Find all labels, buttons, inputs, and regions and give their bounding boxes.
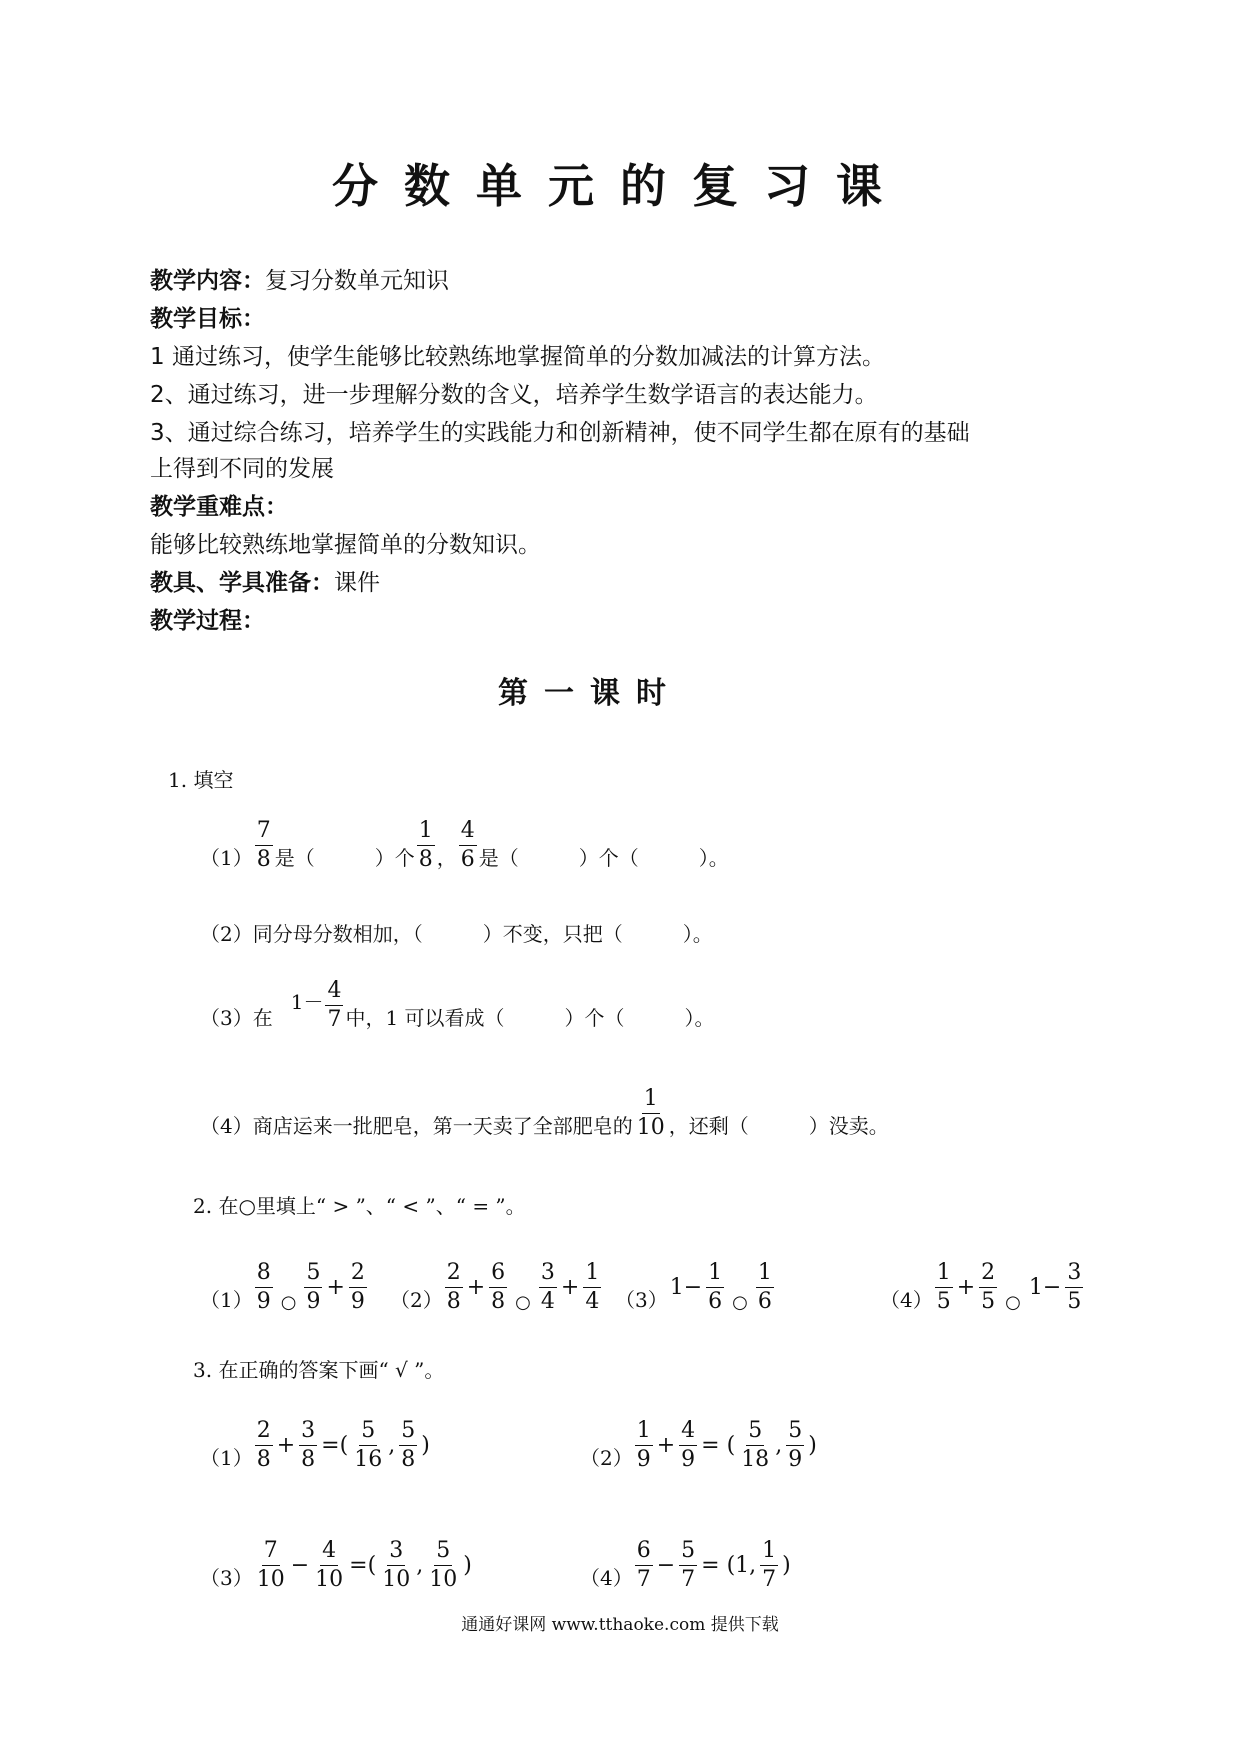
goal-2: 2、通过练习，进一步理解分数的含义，培养学生数学语言的表达能力。 <box>150 382 878 408</box>
operator: + <box>276 1433 296 1458</box>
item-number: （1） <box>200 1446 253 1470</box>
fraction: $\frac{4}{6}$ <box>460 818 475 872</box>
fraction: $\frac{1}{9}$ <box>636 1418 651 1472</box>
fill-q2: （2）同分母分数相加，（ ）不变，只把（ ）。 <box>200 922 713 946</box>
fraction: $\frac{5}{9}$ <box>306 1260 321 1314</box>
teaching-goals-label: 教学目标： <box>150 306 265 332</box>
fraction: $\frac{4}{9}$ <box>681 1418 696 1472</box>
fraction: $\frac{1}{4}$ <box>585 1260 600 1314</box>
fraction: $\frac{3}{4}$ <box>540 1260 555 1314</box>
fraction: $\frac{1}{5}$ <box>936 1260 951 1314</box>
fraction: $\frac{2}{8}$ <box>256 1418 271 1472</box>
answer-circle[interactable]: ○ <box>515 1292 531 1313</box>
item-number: （2） <box>390 1288 443 1312</box>
fill-q1: （1） $\frac{7}{8}$ 是（ ）个 $\frac{1}{8}$ ， $\frac{4}{6}$ 是（ ）个（ ）。 <box>200 818 729 872</box>
fraction: $\frac{2}{8}$ <box>446 1260 461 1314</box>
item-number: （4） <box>880 1288 933 1312</box>
operator: + <box>466 1275 486 1300</box>
fraction: $\frac{4}{7}$ <box>327 978 342 1032</box>
comparison-item <box>390 1262 603 1313</box>
fraction: $\frac{5}{10}$ <box>429 1538 458 1592</box>
item-number: （1） <box>200 1288 253 1312</box>
operator: + <box>956 1275 976 1300</box>
section-1-heading: 1. 填空 <box>168 768 234 792</box>
fraction: $\frac{1}{7}$ <box>762 1538 777 1592</box>
comparison-item <box>200 1262 369 1313</box>
fraction: $\frac{6}{8}$ <box>491 1260 506 1314</box>
operator: = ( <box>701 1433 736 1458</box>
answer-circle[interactable]: ○ <box>1005 1292 1021 1313</box>
fraction: $\frac{5}{8}$ <box>401 1418 416 1472</box>
operator: =( <box>349 1553 377 1578</box>
page-title: 分数单元的复习课 <box>332 159 908 213</box>
teaching-content: 教学内容：复习分数单元知识 <box>150 268 449 294</box>
footer-credit: 通通好课网 www.tthaoke.com 提供下载 <box>461 1615 779 1635</box>
fill-q4: （4）商店运来一批肥皂，第一天卖了全部肥皂的 $\frac{1}{10}$ ，还剩（ ）没卖。 <box>200 1086 889 1140</box>
operator: ) <box>421 1433 430 1458</box>
goal-3a: 3、通过综合练习，培养学生的实践能力和创新精神，使不同学生都在原有的基础 <box>150 420 970 446</box>
item-number: （3） <box>200 1566 253 1590</box>
goal-1: 1 通过练习，使学生能够比较熟练地掌握简单的分数加减法的计算方法。 <box>150 344 885 370</box>
key-points-label: 教学重难点： <box>150 494 288 520</box>
operator: ) <box>808 1433 817 1458</box>
comparison-item <box>615 1262 776 1313</box>
answer-circle[interactable]: ○ <box>732 1292 748 1313</box>
fraction: $\frac{4}{10}$ <box>315 1538 344 1592</box>
fraction: $\frac{1}{8}$ <box>418 818 433 872</box>
choice-item <box>580 1420 819 1471</box>
item-number: （2） <box>580 1446 633 1470</box>
operator: ) <box>782 1553 791 1578</box>
fraction: $\frac{5}{7}$ <box>681 1538 696 1592</box>
fraction: $\frac{5}{9}$ <box>788 1418 803 1472</box>
item-number: （3） <box>615 1288 668 1312</box>
operator: , <box>416 1553 424 1578</box>
fraction: $\frac{7}{10}$ <box>256 1538 285 1592</box>
lesson-title: 第一课时 <box>498 676 682 711</box>
fraction: $\frac{5}{18}$ <box>741 1418 770 1472</box>
fraction: $\frac{2}{9}$ <box>350 1260 365 1314</box>
comparison-item <box>880 1262 1085 1313</box>
operator: 1− <box>669 1275 703 1300</box>
fraction: $\frac{3}{5}$ <box>1067 1260 1082 1314</box>
operator: + <box>326 1275 345 1300</box>
operator: = (1, <box>701 1553 757 1578</box>
key-points: 能够比较熟练地掌握简单的分数知识。 <box>150 532 541 558</box>
choice-item <box>200 1420 432 1471</box>
choice-item <box>580 1540 793 1591</box>
item-number: （4） <box>580 1566 633 1590</box>
operator: − <box>656 1553 676 1578</box>
goal-3b: 上得到不同的发展 <box>150 456 334 482</box>
operator: + <box>656 1433 676 1458</box>
fraction: $\frac{8}{9}$ <box>256 1260 271 1314</box>
operator: ) <box>463 1553 472 1578</box>
fraction: $\frac{1}{10}$ <box>636 1086 665 1140</box>
answer-circle[interactable]: ○ <box>280 1292 297 1313</box>
fraction: $\frac{1}{6}$ <box>708 1260 723 1314</box>
teaching-process-label: 教学过程： <box>150 608 265 634</box>
operator: − <box>290 1553 310 1578</box>
fraction: $\frac{6}{7}$ <box>636 1538 651 1592</box>
operator: 1− <box>1028 1275 1062 1300</box>
fraction: $\frac{3}{10}$ <box>382 1538 411 1592</box>
choice-item <box>200 1540 474 1591</box>
fraction: $\frac{5}{16}$ <box>354 1418 383 1472</box>
operator: , <box>775 1433 783 1458</box>
fraction: $\frac{2}{5}$ <box>981 1260 996 1314</box>
fraction: $\frac{3}{8}$ <box>301 1418 316 1472</box>
operator: + <box>560 1275 580 1300</box>
operator: , <box>388 1433 396 1458</box>
operator: =( <box>321 1433 349 1458</box>
fraction: $\frac{7}{8}$ <box>256 818 271 872</box>
section-2-heading: 2. 在○里填上“ > ”、“ < ”、“ = ”。 <box>193 1194 526 1218</box>
section-3-heading: 3. 在正确的答案下画“ √ ”。 <box>193 1358 445 1382</box>
teaching-tools: 教具、学具准备：课件 <box>150 570 380 596</box>
fill-q3: （3）在 1－ $\frac{4}{7}$ 中，1 可以看成（ ）个（ ）。 <box>200 978 715 1032</box>
fraction: $\frac{1}{6}$ <box>757 1260 772 1314</box>
